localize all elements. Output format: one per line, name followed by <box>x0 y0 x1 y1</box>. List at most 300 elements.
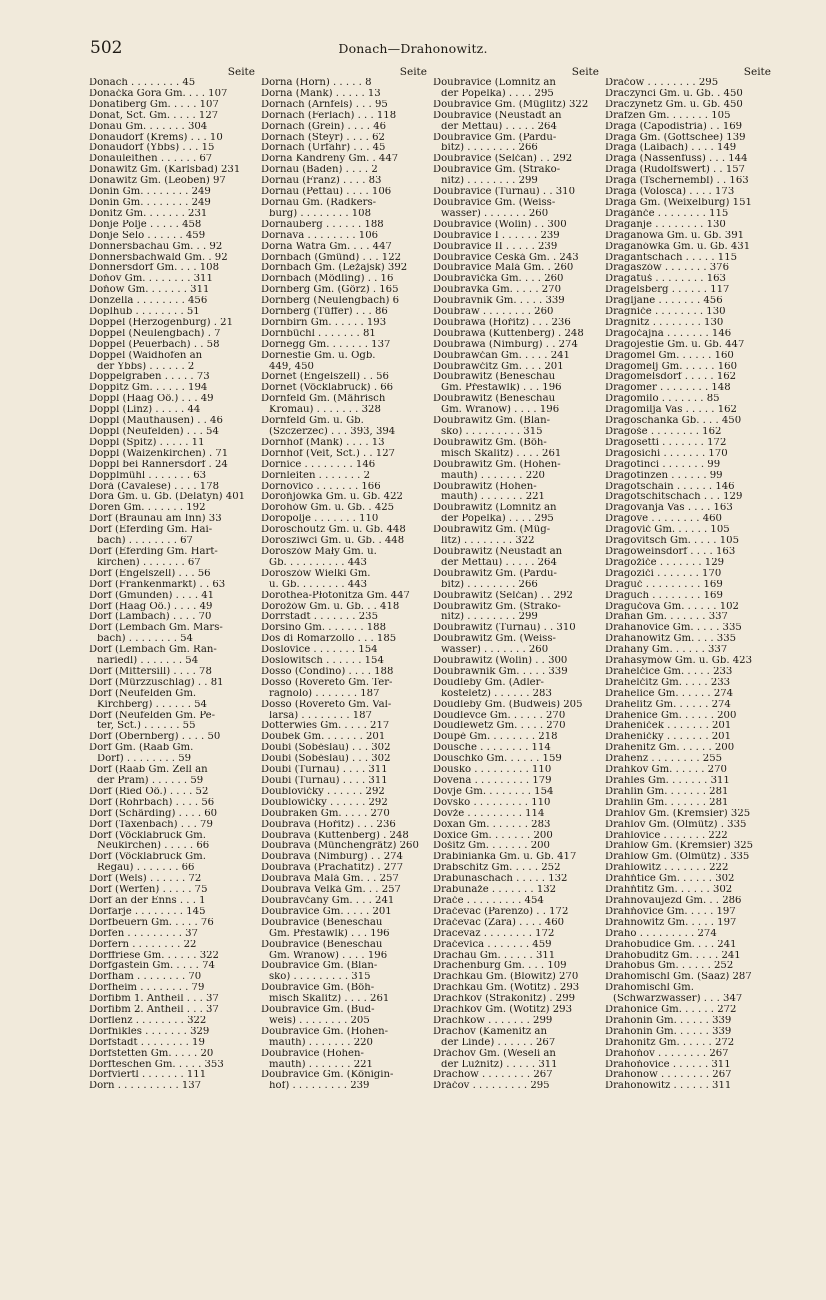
index-entry: Doubrava Malá Gm. . . 257 <box>261 874 399 885</box>
index-entry: der Lužnitz) . . . . . 311 <box>441 1059 558 1070</box>
index-entry: Drače . . . . . . . . . 454 <box>433 895 544 906</box>
index-entry: Doubrava Velká Gm. . . 257 <box>261 885 401 896</box>
index-entry: Drahonice Gm. . . . . . 272 <box>605 1005 737 1016</box>
index-entry: Doubrawitz (Neustadt an <box>433 546 563 557</box>
index-entry: Dračevac (Zara) . . . . 460 <box>433 917 565 928</box>
index-entry: Gm. Přestawlk) . . . 196 <box>269 928 390 939</box>
index-entry: Donawitz Gm. (Leoben) 97 <box>89 176 226 187</box>
index-entry: Drahelice Gm. . . . . . 274 <box>605 688 734 699</box>
index-entry: Doňow Gm. . . . . . . 311 <box>89 285 210 296</box>
index-entry: Dragomelsdorf . . . . . 162 <box>605 372 737 383</box>
index-entry: Donnersbachau Gm. . . 92 <box>89 241 223 252</box>
index-entry: der Pram) . . . . . . 59 <box>97 776 204 786</box>
index-entry: Kromau) . . . . . . . 328 <box>269 405 381 416</box>
index-entry: Gm. Wranow) . . . . 196 <box>269 950 388 961</box>
index-entry: Dornach (Ferlach) . . . 118 <box>261 110 397 121</box>
index-entry: Draheničky . . . . . . . 201 <box>605 732 732 743</box>
index-entry: Doppl (Linz) . . . . . 44 <box>89 405 201 416</box>
index-entry: Doubi (Turnau) . . . . 311 <box>261 765 388 776</box>
index-entry: Drahelčitz Gm. . . . . 233 <box>605 677 731 688</box>
index-entry: Doudleby Gm. (Adler- <box>433 677 544 688</box>
index-entry: bach) . . . . . . . . 67 <box>97 536 193 547</box>
index-entry: Dornice . . . . . . . . 146 <box>261 459 376 470</box>
index-entry: Dorf (Haag Oö.) . . . . 49 <box>89 601 213 612</box>
index-entry: larsa) . . . . . . . . 187 <box>269 710 373 721</box>
index-entry: Dornach (Arnfels) . . . 95 <box>261 99 388 110</box>
running-head: Donach—Drahonowitz. <box>338 41 488 56</box>
index-entry: Drahlin Gm. . . . . . . 281 <box>605 786 729 797</box>
index-entry: 449, 450 <box>269 361 314 372</box>
index-entry: Doubrava (Kuttenberg) . 248 <box>261 830 409 841</box>
index-entry: Donitz Gm. . . . . . . 231 <box>89 208 208 219</box>
index-entry: Donje Polje . . . . . 458 <box>89 219 202 230</box>
index-entry: Draheníček . . . . . . . 201 <box>605 721 732 732</box>
index-entry: Dornfeld Gm. (Mährisch <box>261 394 386 405</box>
index-entry: Doubi (Turnau) . . . . 311 <box>261 776 388 786</box>
index-entry: Drahoňovice . . . . . . 311 <box>605 1059 731 1070</box>
index-entry: Drafzen Gm. . . . . . . 105 <box>605 110 731 121</box>
index-entry: misch Skalitz) . . . . 261 <box>269 994 390 1005</box>
index-entry: Doubrava (Münchengrätz) 260 <box>261 841 419 852</box>
index-entry: Doppel (Herzogenburg) . 21 <box>89 317 234 328</box>
index-entry: misch Skalitz) . . . . 261 <box>441 448 562 459</box>
index-entry: Doren Gm. . . . . . . 192 <box>89 503 206 514</box>
index-entry: Gm. Wranow) . . . . 196 <box>441 405 560 416</box>
index-entry: Dorna Watra Gm. . . . 447 <box>261 241 392 252</box>
index-entry: Dračevac (Parenzo) . . 172 <box>433 906 569 917</box>
index-entry: Dornbüchl . . . . . . . 81 <box>261 328 376 339</box>
index-entry: Doubravice Gm. (Pardu- <box>433 132 557 143</box>
index-entry: Donin Gm. . . . . . . . 249 <box>89 197 211 208</box>
index-entry: Doubrawitz Gm. (Müg- <box>433 525 551 536</box>
index-entry: Drahonowitz . . . . . . 311 <box>605 1081 732 1092</box>
index-entry: Donauleithen . . . . . . 67 <box>89 154 213 165</box>
index-entry: Donje Selo . . . . . . 459 <box>89 230 206 241</box>
index-entry: Doubravice Gm. . . . . 201 <box>261 906 392 917</box>
index-entry: Dorf (Werfen) . . . . . 75 <box>89 885 208 896</box>
index-entry: Drahobus Gm. . . . . . 252 <box>605 961 734 972</box>
index-entry: Doroschoutz Gm. u. Gb. 448 <box>261 525 406 536</box>
index-entry: Doubrawitz Gm. (Pardu- <box>433 568 557 579</box>
index-entry: Donzella . . . . . . . . 456 <box>89 296 208 307</box>
index-entry: nitz) . . . . . . . . 299 <box>441 176 538 187</box>
index-entry: Doubrava (Hořitz) . . . 236 <box>261 819 396 830</box>
index-entry: Drabunaschach . . . . . 132 <box>433 874 568 885</box>
index-entry: Doubravice Gm. (Blan- <box>261 961 378 972</box>
index-entry: Doppel (Neulengbach) . 7 <box>89 328 221 339</box>
index-entry: Dornhof (Mank) . . . . 13 <box>261 437 385 448</box>
index-entry: Dornberg Gm. (Görz) . 165 <box>261 285 399 296</box>
index-entry: Donin Gm. . . . . . . . 249 <box>89 187 211 198</box>
index-entry: Draga (Laibach) . . . . 149 <box>605 143 737 154</box>
index-entry: Doppl (Neufelden) . . . 54 <box>89 427 219 437</box>
index-entry: Doubrawitz (Turnau) . . 310 <box>433 623 576 634</box>
index-entry: Donaudorf (Ybbs) . . . 15 <box>89 143 215 154</box>
index-entry: Drahlovice . . . . . . . 222 <box>605 830 728 841</box>
index-entry: Dragljane . . . . . . . 456 <box>605 296 723 307</box>
index-entry: Doslowitsch . . . . . . 154 <box>261 656 384 667</box>
index-entry: Dornberg (Tüffer) . . . 86 <box>261 307 388 318</box>
index-entry: mauth) . . . . . . . 220 <box>441 470 545 481</box>
index-entry: weis) . . . . . . . . 205 <box>269 1015 370 1026</box>
index-entry: Doňov Gm. . . . . . . . 311 <box>89 274 213 285</box>
index-entry: Doubravice Gm. (Hohen- <box>261 1026 388 1037</box>
index-entry: u. Gb. . . . . . . . 443 <box>269 579 368 590</box>
index-entry: Dragnitz . . . . . . . . 130 <box>605 317 724 328</box>
index-entry: Draga (Volosca) . . . . 173 <box>605 187 735 198</box>
index-entry: Doubrawnik Gm. . . . . 339 <box>433 666 568 677</box>
index-entry: Dorfarje . . . . . . . . 145 <box>89 906 206 917</box>
index-entry: Dorfteschen Gm. . . . . 353 <box>89 1059 224 1070</box>
index-entry: Dornach (Grein) . . . . 46 <box>261 121 387 132</box>
index-entry: Dornhof (Veit, Sct.) . . 127 <box>261 448 396 459</box>
index-entry: Dorflenz . . . . . . . . 322 <box>89 1015 207 1026</box>
index-entry: mauth) . . . . . . . 221 <box>441 492 545 503</box>
index-entry: Doubravička Gm. . . . 260 <box>433 274 564 285</box>
index-entry: Draczynetz Gm. u. Gb. 450 <box>605 99 743 110</box>
column-entries <box>605 78 771 1092</box>
index-entry: Draga (Tschernembl) . . 163 <box>605 176 749 187</box>
index-entry: Dorsino Gm. . . . . . . 188 <box>261 623 387 634</box>
index-entry: Dorf) . . . . . . . . 59 <box>97 754 192 765</box>
index-entry: Doxice Gm. . . . . . . 200 <box>433 830 553 841</box>
index-entry: Dorf (Wels) . . . . . . 72 <box>89 874 202 885</box>
index-entry: Dornfeld Gm. u. Gb. <box>261 416 364 427</box>
index-entry: Drahasymów Gm. u. Gb. 423 <box>605 656 753 667</box>
index-entry: Drabunaže . . . . . . . 132 <box>433 885 557 896</box>
index-entry: Drachow . . . . . . . . 267 <box>433 1070 553 1081</box>
index-entry: Doubravka Gm. . . . . 270 <box>433 285 562 296</box>
index-entry: ter, Sct.) . . . . . . 55 <box>97 721 196 732</box>
index-entry: Doppl bei Rannersdorf . 24 <box>89 459 228 470</box>
index-entry: Draho . . . . . . . . . 274 <box>605 928 717 939</box>
index-entry: nariedl) . . . . . . . 54 <box>97 656 199 667</box>
index-entry: Dorna Kandreny Gm. . 447 <box>261 154 399 165</box>
index-entry: Drahlin Gm. . . . . . . 281 <box>605 797 729 808</box>
index-entry: Dornovico . . . . . . . 166 <box>261 481 381 492</box>
index-entry: Doubravice (Wolin) . . 300 <box>433 219 567 230</box>
index-entry: Drahňtitz Gm. . . . . . 302 <box>605 885 733 896</box>
index-entry: Doudlevce Gm. . . . . . 270 <box>433 710 566 721</box>
index-entry: Dorfviertl . . . . . . . 111 <box>89 1070 207 1081</box>
index-entry: Douschko Gm. . . . . . 159 <box>433 754 562 765</box>
index-entry: Dorf (Rohrbach) . . . . 56 <box>89 797 215 808</box>
index-entry: Dorf (Mürzzuschlag) . . 81 <box>89 677 224 688</box>
column-header: Seite <box>571 66 599 78</box>
index-entry: Dorf (Vöcklabruck Gm. <box>89 852 206 863</box>
index-entry: Dragotinzen . . . . . . 99 <box>605 470 723 481</box>
index-entry: Doubravice (Hohen- <box>261 1048 364 1059</box>
index-entry: Donach . . . . . . . . 45 <box>89 78 196 88</box>
index-entry: Drachkow . . . . . . . 299 <box>433 1015 553 1026</box>
index-entry: Drahelčice Gm. . . . . 233 <box>605 666 733 677</box>
index-entry: Gb. . . . . . . . . . 443 <box>269 557 367 568</box>
index-entry: Doppel (Waidhofen an <box>89 350 203 361</box>
index-entry: Drahobuditz Gm. . . . . 241 <box>605 950 741 961</box>
index-entry: Dornet (Engelszell) . . 56 <box>261 372 389 383</box>
index-entry: der Mettau) . . . . . 264 <box>441 557 557 568</box>
index-entry: Dorohów Gm. u. Gb. . 425 <box>261 503 395 514</box>
index-entry: Dousche . . . . . . . . 114 <box>433 743 551 754</box>
index-entry: Dornauberg . . . . . . 188 <box>261 219 384 230</box>
index-entry: Doppl (Mauthausen) . . 46 <box>89 416 223 427</box>
index-entry: Dousko . . . . . . . . . 110 <box>433 765 552 776</box>
index-entry: Dragovanja Vas . . . . 163 <box>605 503 733 514</box>
index-entry: Dragoschanka Gb. . . . 450 <box>605 416 742 427</box>
index-entry: Dornau (Franz) . . . . 83 <box>261 176 382 187</box>
index-entry: Drachkov (Strakonitz) . 299 <box>433 994 576 1005</box>
index-entry: Dráchov Gm. (Weseli an <box>433 1048 556 1059</box>
index-entry: Doublovičky . . . . . . 292 <box>261 786 385 797</box>
index-entry: Dornau (Baden) . . . . 2 <box>261 165 378 176</box>
index-entry: Dosso (Rovereto Gm. Val- <box>261 699 392 710</box>
index-entry: Donawitz Gm. (Karlsbad) 231 <box>89 165 241 176</box>
index-entry: Doubrawitz (Wolin) . . 300 <box>433 656 568 667</box>
index-entry: Doubravice Gm. (Müglitz) 322 <box>433 99 589 110</box>
index-entry: Dorf (Vöcklabruck Gm. <box>89 830 206 841</box>
index-entry: Dragelsberg . . . . . . 117 <box>605 285 730 296</box>
index-entry: Dorna (Mank) . . . . . 13 <box>261 88 381 99</box>
index-entry: Drahoňov . . . . . . . . 267 <box>605 1048 729 1059</box>
index-entry: Doropolje . . . . . . . 110 <box>261 514 379 525</box>
index-entry: Doubravice Gm. (Königin- <box>261 1070 394 1081</box>
index-entry: Drabinianka Gm. u. Gb. 417 <box>433 852 577 863</box>
index-entry: Dornau (Pettau) . . . . 106 <box>261 187 392 198</box>
index-entry: Doubrawitz (Beneschau <box>433 394 556 405</box>
index-entry: Doupě Gm. . . . . . . . 218 <box>433 732 558 743</box>
index-entry: Drahnowitz Gm. . . . . 197 <box>605 917 737 928</box>
index-entry: Dorożów Gm. u. Gb. . . 418 <box>261 601 400 612</box>
index-entry: bach) . . . . . . . . 54 <box>97 634 193 645</box>
index-entry: Doubrawitz Gm. (Blan- <box>433 416 550 427</box>
index-entry: Doubrawitz Gm. (Weiss- <box>433 634 556 645</box>
index-entry: Drahlowitz . . . . . . . 222 <box>605 863 729 874</box>
index-entry: Doppel (Peuerbach) . . 58 <box>89 339 220 350</box>
index-entry: Doubravnik Gm. . . . . 339 <box>433 296 565 307</box>
index-entry: Dorfern . . . . . . . . 22 <box>89 939 197 950</box>
index-entry: Doppitz Gm. . . . . . 194 <box>89 383 208 394</box>
index-entry: Dragatuš . . . . . . . . 163 <box>605 274 726 285</box>
index-entry: Doubrawitz (Selčan) . . 292 <box>433 590 573 601</box>
index-entry: Dos di Romarzollo . . . 185 <box>261 634 397 645</box>
index-entry: Doubravice II . . . . . 239 <box>433 241 558 252</box>
index-entry: Drahlov Gm. (Kremsier) 325 <box>605 808 751 819</box>
index-entry: (Schwarzwasser) . . . 347 <box>613 994 743 1005</box>
index-entry: Drachkov Gm. (Wotitz) 293 <box>433 1005 573 1016</box>
index-entry: Dorfheim . . . . . . . . 79 <box>89 983 205 994</box>
index-entry: nitz) . . . . . . . . 299 <box>441 612 538 623</box>
index-entry: mauth) . . . . . . . 220 <box>269 1037 373 1048</box>
index-entry: Dráčov . . . . . . . . . 295 <box>433 1081 550 1092</box>
index-entry: Draczynci Gm. u. Gb. . 450 <box>605 88 743 99</box>
index-entry: Doubrawitz Gm. (Böh- <box>433 437 547 448</box>
index-entry: Dorà (Cavalese) . . . . 178 <box>89 481 220 492</box>
index-entry: Dovje Gm. . . . . . . . 154 <box>433 786 554 797</box>
index-entry: Dorf (Mittersill) . . . . 78 <box>89 666 212 677</box>
index-entry: Dorf (Lembach Gm. Mars- <box>89 623 223 634</box>
index-entry: Doubravčany Gm. . . . 241 <box>261 895 395 906</box>
index-entry: Dornberg (Neulengbach) 6 <box>261 296 400 307</box>
index-entry: Doubrava (Nimburg) . . 274 <box>261 852 403 863</box>
index-entry: Drachov (Kamenitz an <box>433 1026 547 1037</box>
index-entry: Dragojestie Gm. u. Gb. 447 <box>605 339 745 350</box>
index-entry: Dragotschitschach . . . 129 <box>605 492 743 503</box>
index-entry: Dračevica . . . . . . . 459 <box>433 939 552 950</box>
index-entry: Kirchberg) . . . . . . 54 <box>97 699 207 710</box>
index-entry: Dorfen . . . . . . . . . 37 <box>89 928 199 939</box>
index-entry: Dorothea-Płotonitza Gm. 447 <box>261 590 410 601</box>
index-entry: litz) . . . . . . . . 322 <box>441 536 535 547</box>
index-entry: Doubrawitz (Beneschau <box>433 372 556 383</box>
index-entry: Doubraw . . . . . . . . 260 <box>433 307 554 318</box>
index-entry: Doubravice (Neustadt an <box>433 110 562 121</box>
index-entry: der Linde) . . . . . . 267 <box>441 1037 556 1048</box>
index-entry: (Szczerzec) . . . 393, 394 <box>269 427 396 437</box>
index-entry: Dračow . . . . . . . . 295 <box>605 78 719 88</box>
index-entry: Dorfstetten Gm. . . . . 20 <box>89 1048 214 1059</box>
index-entry: Doroszów Mały Gm. u. <box>261 546 377 557</box>
index-entry: burg) . . . . . . . . 108 <box>269 208 371 219</box>
index-entry: Drabschitz Gm. . . . . 252 <box>433 863 561 874</box>
index-entry: Dorf (Engelszell) . . . 56 <box>89 568 211 579</box>
index-entry: Draga (Nassenfuss) . . . 144 <box>605 154 748 165</box>
index-entry: Doroszów Wielki Gm. <box>261 568 371 579</box>
index-entry: Dorfibm 1. Antheil . . . 37 <box>89 994 219 1005</box>
index-entry: Donau Gm. . . . . . . 304 <box>89 121 208 132</box>
index-entry: Drachau Gm. . . . . . 311 <box>433 950 556 961</box>
index-entry: Dragoziči . . . . . . . 170 <box>605 568 722 579</box>
index-entry: Drahanowitz Gm. . . . 335 <box>605 634 737 645</box>
index-entry: Dorf (Eferding Gm. Hai- <box>89 525 213 536</box>
index-entry: Doubrawa (Hořitz) . . . 236 <box>433 317 571 328</box>
column-entries <box>89 78 255 1092</box>
index-entry: Draguch . . . . . . . . 169 <box>605 590 723 601</box>
index-entry: wasser) . . . . . . . 260 <box>441 208 549 219</box>
index-entry: Dragomilo . . . . . . . 85 <box>605 394 720 405</box>
index-entry: Dornet (Vöcklabruck) . 66 <box>261 383 394 394</box>
index-entry: Doxan Gm. . . . . . . 283 <box>433 819 551 830</box>
index-entry: Doubrawitz (Lomnitz an <box>433 503 557 514</box>
index-entry: wasser) . . . . . . . 260 <box>441 645 549 656</box>
index-entry: Dorfham . . . . . . . . 70 <box>89 972 202 983</box>
index-entry: Dorfstadt . . . . . . . . 19 <box>89 1037 205 1048</box>
index-entry: Doubravice Gm. (Böh- <box>261 983 375 994</box>
index-entry: Dragaszów . . . . . . . 376 <box>605 263 730 274</box>
index-entry: Dornestie Gm. u. Ogb. <box>261 350 376 361</box>
index-entry: bitz) . . . . . . . . 266 <box>441 143 538 154</box>
index-entry: Doubrawa (Kuttenberg) . 248 <box>433 328 584 339</box>
index-entry: Dornach (Steyr) . . . . 62 <box>261 132 385 143</box>
index-entry: Dorfnikles . . . . . . . 329 <box>89 1026 210 1037</box>
index-entry: Dornau Gm. (Radkers- <box>261 197 377 208</box>
index-entry: kosteletz) . . . . . . 283 <box>441 688 552 699</box>
index-entry: Drahlow Gm. (Kremsier) 325 <box>605 841 754 852</box>
index-entry: Drahenitz Gm. . . . . . 200 <box>605 743 735 754</box>
index-entry: Dragovitsch Gm. . . . . 105 <box>605 536 739 547</box>
index-entry: Donnersdorf Gm. . . . 108 <box>89 263 220 274</box>
index-entry: Doubravice (Lomnitz an <box>433 78 556 88</box>
index-entry: Drahňtice Gm. . . . . . 302 <box>605 874 735 885</box>
index-entry: Drahanovice Gm. . . . . 335 <box>605 623 742 634</box>
index-entry: Dorf (Ried Oö.) . . . . 52 <box>89 786 209 797</box>
index-entry: Doppl (Haag Oö.) . . . 49 <box>89 394 214 405</box>
index-entry: Dosso (Rovereto Gm. Ter- <box>261 677 393 688</box>
index-entry: Drahles Gm. . . . . . . 311 <box>605 776 730 786</box>
index-entry: Draga Gm. (Weixelburg) 151 <box>605 197 752 208</box>
index-entry: Doubrava (Prachatitz) . 277 <box>261 863 404 874</box>
index-entry: Dosso (Condino) . . . . 188 <box>261 666 394 677</box>
index-entry: Dorf (Lembach Gm. Ran- <box>89 645 217 656</box>
index-entry: Doubravice Gm. (Weiss- <box>433 197 556 208</box>
index-entry: Dornbach (Mödling) . . 16 <box>261 274 394 285</box>
index-entry: der Popelka) . . . . 295 <box>441 88 554 99</box>
index-entry: Drahenz . . . . . . . . 255 <box>605 754 723 765</box>
index-entry: Dracevaz . . . . . . . . 172 <box>433 928 555 939</box>
index-entry: Doslovice . . . . . . . 154 <box>261 645 378 656</box>
index-entry: Dornach (Urfahr) . . . 45 <box>261 143 386 154</box>
index-entry: Dorf an der Enns . . . 1 <box>89 895 206 906</box>
index-entry: Donaudorf (Krems) . . . 10 <box>89 132 223 143</box>
index-entry: Drachkau Gm. (Wotitz) . 293 <box>433 983 580 994</box>
index-entry: Dragomelj Gm. . . . . . 160 <box>605 361 737 372</box>
index-entry: Dragotinci . . . . . . . 99 <box>605 459 721 470</box>
index-column-4 <box>605 66 771 1092</box>
index-entry: Doubrawa (Nimburg) . . 274 <box>433 339 578 350</box>
index-entry: Neukirchen) . . . . . 66 <box>97 841 210 852</box>
index-entry: bitz) . . . . . . . . 266 <box>441 579 538 590</box>
column-header: Seite <box>227 66 255 78</box>
index-entry: Dorn . . . . . . . . . . 137 <box>89 1081 202 1092</box>
index-entry: Doubravice (Turnau) . . 310 <box>433 187 576 198</box>
index-entry: Doubrawčan Gm. . . . . 241 <box>433 350 570 361</box>
index-entry: Doubrawčitz Gm. . . . 201 <box>433 361 564 372</box>
index-entry: Dora Gm. u. Gb. (Delatyn) 401 <box>89 492 246 503</box>
index-entry: Dragantschach . . . . . 115 <box>605 252 738 263</box>
index-entry: Draganje . . . . . . . . 130 <box>605 219 726 230</box>
index-entry: Doppl (Waizenkirchen) . 71 <box>89 448 229 459</box>
index-entry: Drahan Gm. . . . . . . 337 <box>605 612 728 623</box>
index-entry: sko) . . . . . . . . . 315 <box>269 972 371 983</box>
column-header: Seite <box>743 66 771 78</box>
column-header: Seite <box>399 66 427 78</box>
index-entry: Dorf (Neufelden Gm. <box>89 688 197 699</box>
index-entry: Dorf (Frankenmarkt) . . 63 <box>89 579 226 590</box>
index-entry: Doroszíwci Gm. u. Gb. . 448 <box>261 536 405 547</box>
index-entry: Donačka Gora Gm. . . . 107 <box>89 88 228 99</box>
index-entry: Drachkau Gm. (Blowitz) 270 <box>433 972 579 983</box>
index-entry: Dragomer . . . . . . . . 148 <box>605 383 731 394</box>
index-entry: Gm. Přestawlk) . . . 196 <box>441 383 562 394</box>
index-entry: Donatiberg Gm. . . . . 107 <box>89 99 219 110</box>
index-entry: Dorf Gm. (Raab Gm. <box>89 743 194 754</box>
index-entry: Drachenburg Gm. . . . 109 <box>433 961 567 972</box>
index-entry: Drahkov Gm. . . . . . 270 <box>605 765 727 776</box>
index-column-1 <box>89 66 255 1092</box>
index-entry: Dorońjówka Gm. u. Gb. 422 <box>261 492 403 503</box>
index-entry: mauth) . . . . . . . 221 <box>269 1059 373 1070</box>
index-entry: Doudleby Gm. (Budweis) 205 <box>433 699 583 710</box>
index-entry: Draganówka Gm. u. Gb. 431 <box>605 241 751 252</box>
index-entry: Drahobudice Gm. . . . 241 <box>605 939 737 950</box>
index-entry: Dragoweinsdorf . . . . 163 <box>605 546 736 557</box>
index-entry: Drahonitz Gm. . . . . . 272 <box>605 1037 735 1048</box>
column-entries <box>433 78 599 1092</box>
index-entry: Dorfgastein Gm. . . . . 74 <box>89 961 215 972</box>
index-entry: Došitz Gm. . . . . . . 200 <box>433 841 550 852</box>
index-entry: Dragovič Gm. . . . . . 105 <box>605 525 730 536</box>
index-entry: der Popelka) . . . . 295 <box>441 514 554 525</box>
index-entry: Doubi (Soběslau) . . . 302 <box>261 754 391 765</box>
